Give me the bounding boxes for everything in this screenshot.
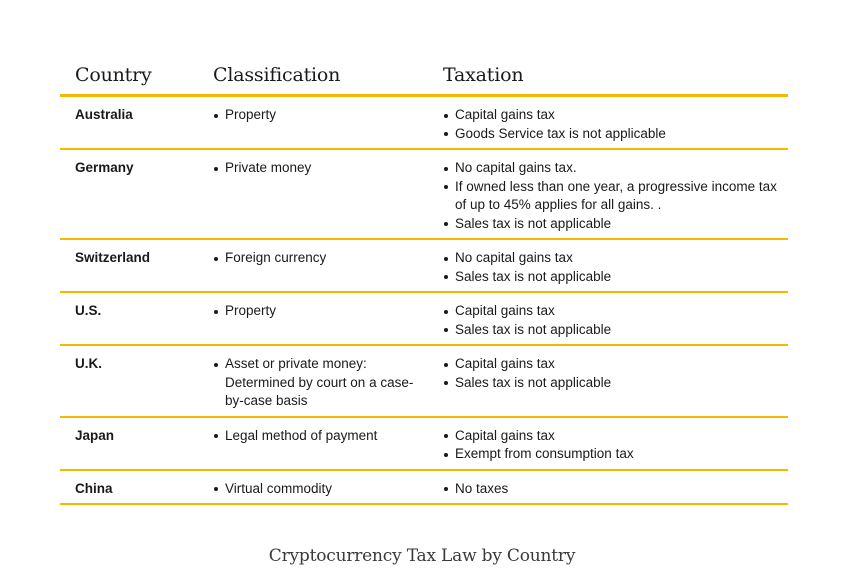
taxation-item: Exempt from consumption tax	[443, 445, 788, 464]
taxation-item: Capital gains tax	[443, 106, 788, 125]
header-taxation: Taxation	[428, 58, 788, 96]
table-row	[60, 417, 788, 470]
taxation-item: No taxes	[443, 480, 788, 499]
classification-list	[213, 106, 428, 125]
taxation-cell	[428, 239, 788, 292]
classification-item: Property	[213, 302, 428, 321]
taxation-item: Capital gains tax	[443, 427, 788, 446]
table-row	[60, 149, 788, 239]
classification-item: Private money	[213, 159, 428, 178]
header-country: Country	[60, 58, 198, 96]
classification-item: Virtual commodity	[213, 480, 428, 499]
tax-law-table	[60, 58, 788, 505]
classification-list	[213, 480, 428, 499]
taxation-item: Sales tax is not applicable	[443, 321, 788, 340]
taxation-item: If owned less than one year, a progressive income tax of up to 45% applies for all gains. .	[443, 178, 788, 215]
table-row	[60, 239, 788, 292]
classification-item: Asset or private money: Determined by court on a case-by-case basis	[213, 355, 428, 411]
taxation-item: Sales tax is not applicable	[443, 374, 788, 393]
classification-cell	[198, 292, 428, 345]
table-row	[60, 345, 788, 417]
country-cell: Japan	[60, 417, 198, 470]
taxation-list	[443, 302, 788, 339]
taxation-item: Goods Service tax is not applicable	[443, 125, 788, 144]
table-body	[60, 96, 788, 505]
taxation-item: Sales tax is not applicable	[443, 268, 788, 287]
country-cell: China	[60, 470, 198, 505]
table-header	[60, 58, 788, 96]
taxation-cell	[428, 345, 788, 417]
taxation-item: No capital gains tax	[443, 249, 788, 268]
classification-cell	[198, 96, 428, 150]
taxation-list	[443, 427, 788, 464]
country-cell: Switzerland	[60, 239, 198, 292]
taxation-item: No capital gains tax.	[443, 159, 788, 178]
tax-law-table-container	[60, 58, 788, 505]
classification-cell	[198, 239, 428, 292]
country-cell: U.S.	[60, 292, 198, 345]
classification-list	[213, 355, 428, 411]
classification-item: Legal method of payment	[213, 427, 428, 446]
taxation-cell	[428, 96, 788, 150]
table-row	[60, 96, 788, 150]
header-classification: Classification	[198, 58, 428, 96]
country-cell: Germany	[60, 149, 198, 239]
taxation-cell	[428, 292, 788, 345]
classification-cell	[198, 417, 428, 470]
classification-list	[213, 159, 428, 178]
taxation-cell	[428, 417, 788, 470]
taxation-item: Sales tax is not applicable	[443, 215, 788, 234]
taxation-list	[443, 480, 788, 499]
taxation-list	[443, 106, 788, 143]
taxation-item: Capital gains tax	[443, 302, 788, 321]
classification-list	[213, 427, 428, 446]
taxation-item: Capital gains tax	[443, 355, 788, 374]
taxation-list	[443, 159, 788, 233]
table-row	[60, 292, 788, 345]
taxation-list	[443, 355, 788, 392]
classification-item: Foreign currency	[213, 249, 428, 268]
classification-cell	[198, 470, 428, 505]
classification-cell	[198, 345, 428, 417]
table-caption: Cryptocurrency Tax Law by Country	[268, 546, 576, 566]
country-cell: Australia	[60, 96, 198, 150]
header-row	[60, 58, 788, 96]
classification-cell	[198, 149, 428, 239]
classification-list	[213, 302, 428, 321]
table-row	[60, 470, 788, 505]
taxation-cell	[428, 470, 788, 505]
taxation-cell	[428, 149, 788, 239]
classification-item: Property	[213, 106, 428, 125]
country-cell: U.K.	[60, 345, 198, 417]
classification-list	[213, 249, 428, 268]
taxation-list	[443, 249, 788, 286]
